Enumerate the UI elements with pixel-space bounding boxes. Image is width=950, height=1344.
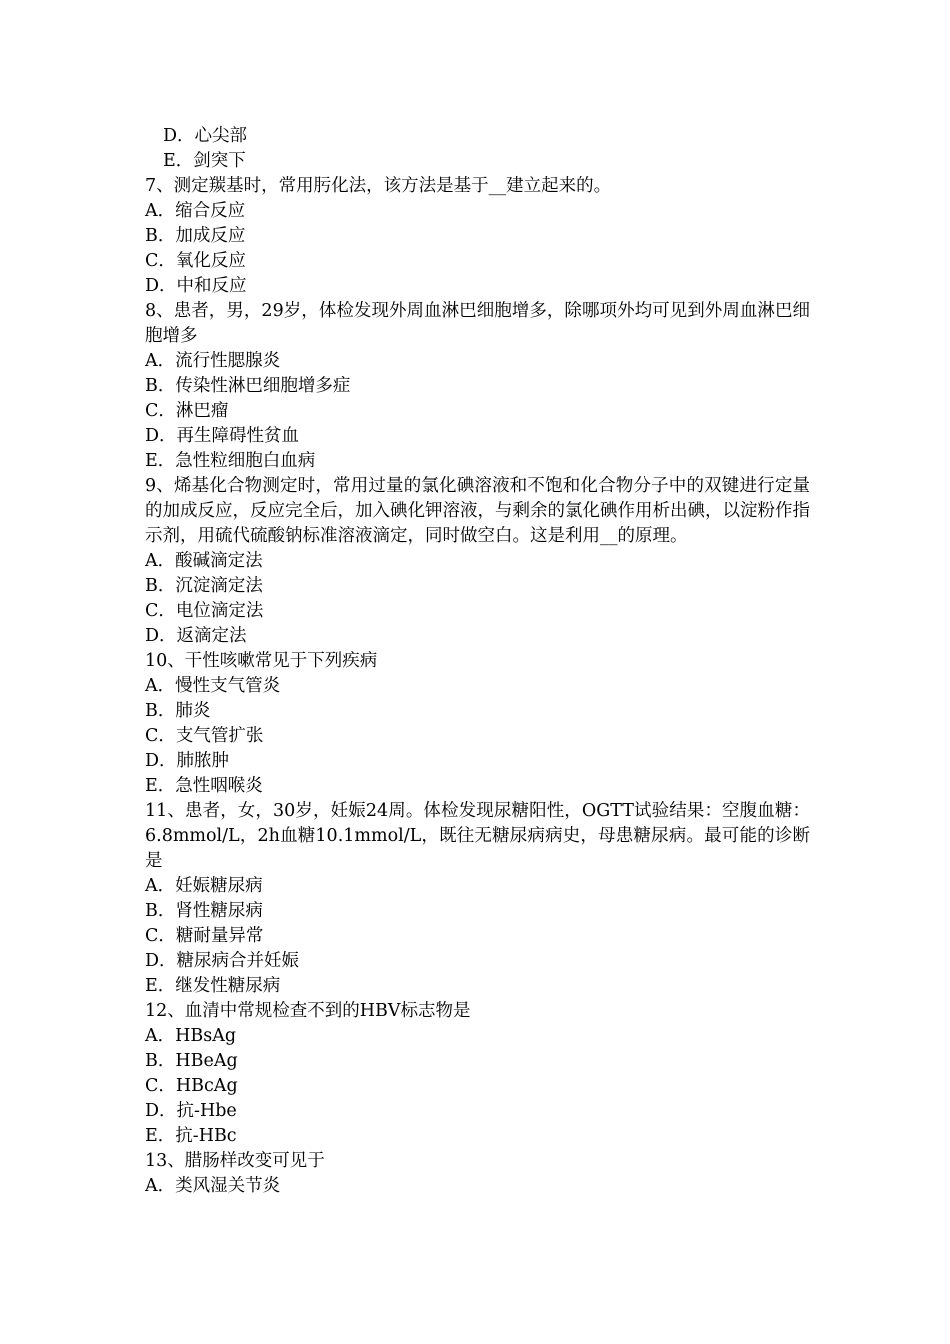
option-line: D．再生障碍性贫血 (145, 426, 300, 446)
page-content (145, 124, 810, 1199)
option-line: E．抗-HBc (145, 1126, 237, 1146)
question-stem: 7、测定羰基时，常用肟化法，该方法是基于__建立起来的。 (145, 176, 612, 196)
question-stem: 13、腊肠样改变可见于 (145, 1151, 325, 1171)
option-line: D．中和反应 (145, 276, 247, 296)
option-line: C．支气管扩张 (145, 726, 264, 746)
option-line: C．淋巴瘤 (145, 401, 229, 421)
question-stem: 12、血清中常规检查不到的HBV标志物是 (145, 1001, 471, 1021)
option-line: C．电位滴定法 (145, 601, 264, 621)
option-line: A．慢性支气管炎 (145, 676, 281, 696)
option-line: E．急性粒细胞白血病 (145, 451, 316, 471)
option-line: D．糖尿病合并妊娠 (145, 951, 300, 971)
option-line: E．剑突下 (163, 151, 246, 171)
option-line: B．肺炎 (145, 701, 211, 721)
option-line: B．肾性糖尿病 (145, 901, 263, 921)
option-line: D．心尖部 (163, 126, 248, 146)
option-line: A．妊娠糖尿病 (145, 876, 263, 896)
option-line: A．HBsAg (145, 1026, 237, 1046)
option-line: B．传染性淋巴细胞增多症 (145, 376, 351, 396)
option-line: E．继发性糖尿病 (145, 976, 281, 996)
option-line: D．返滴定法 (145, 626, 247, 646)
option-line: C．糖耐量异常 (145, 926, 264, 946)
option-line: D．抗-Hbe (145, 1101, 237, 1121)
option-line: A．类风湿关节炎 (145, 1176, 281, 1196)
question-stem: 10、干性咳嗽常见于下列疾病 (145, 651, 378, 671)
option-line: C．HBcAg (145, 1076, 238, 1096)
option-line: A．酸碱滴定法 (145, 551, 263, 571)
option-line: B．加成反应 (145, 226, 246, 246)
question-stem: 11、患者，女，30岁，妊娠24周。体检发现尿糖阳性，OGTT试验结果：空腹血糖：6.8mmol/L，2h血糖10.1mmol/L，既往无糖尿病病史，母患糖尿病。最可能的诊断是 (145, 801, 810, 871)
question-stem: 9、烯基化合物测定时，常用过量的氯化碘溶液和不饱和化合物分子中的双键进行定量的加成反应，反应完全后，加入碘化钾溶液，与剩余的氯化碘作用析出碘，以淀粉作指示剂，用硫代硫酸钠标准溶液滴定，同时做空白。这是利用__的原理。 (145, 476, 810, 546)
option-line: C．氧化反应 (145, 251, 246, 271)
option-line: B．沉淀滴定法 (145, 576, 263, 596)
option-line: E．急性咽喉炎 (145, 776, 263, 796)
question-stem: 8、患者，男，29岁，体检发现外周血淋巴细胞增多，除哪项外均可见到外周血淋巴细胞增多 (145, 301, 810, 346)
option-line: A．缩合反应 (145, 201, 246, 221)
option-line: B．HBeAg (145, 1051, 238, 1071)
option-line: A．流行性腮腺炎 (145, 351, 281, 371)
option-line: D．肺脓肿 (145, 751, 230, 771)
